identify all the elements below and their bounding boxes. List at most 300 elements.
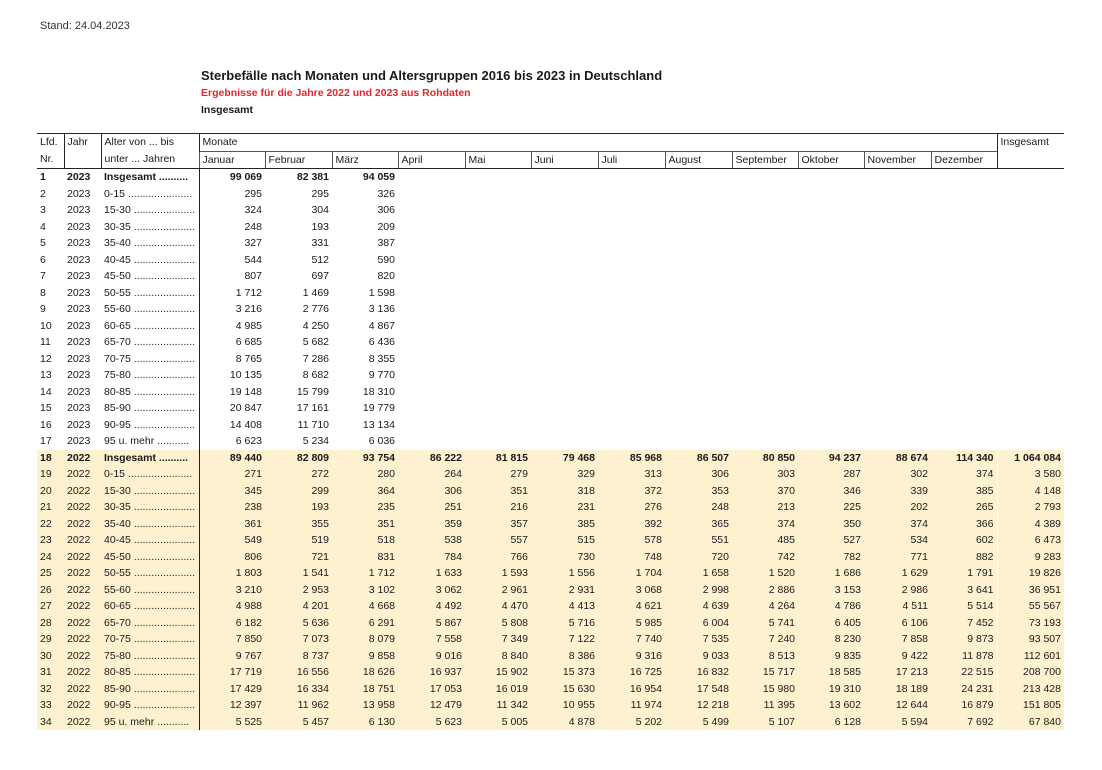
cell-value: 9 316 bbox=[598, 648, 665, 665]
row-year: 2022 bbox=[64, 681, 101, 698]
row-year: 2023 bbox=[67, 319, 91, 332]
cell-total: 9 283 bbox=[997, 549, 1064, 566]
cell-value bbox=[465, 219, 531, 236]
cell-value: 114 340 bbox=[931, 450, 997, 467]
cell-value: 12 644 bbox=[864, 697, 931, 714]
cell-value: 16 937 bbox=[398, 664, 465, 681]
cell-value: 86 222 bbox=[398, 450, 465, 467]
cell-value: 350 bbox=[798, 516, 864, 533]
cell-value: 4 201 bbox=[265, 598, 332, 615]
cell-value: 9 767 bbox=[199, 648, 265, 665]
row-year: 2022 bbox=[64, 697, 101, 714]
cell-total bbox=[997, 433, 1064, 450]
cell-value: 19 148 bbox=[229, 385, 262, 398]
cell-value: 2 886 bbox=[732, 582, 798, 599]
cell-value: 8 513 bbox=[732, 648, 798, 665]
cell-value: 16 334 bbox=[265, 681, 332, 698]
cell-value bbox=[732, 252, 798, 269]
cell-value bbox=[598, 235, 665, 252]
cell-value: 5 594 bbox=[864, 714, 931, 731]
cell-value bbox=[798, 219, 864, 236]
cell-value: 544 bbox=[244, 253, 262, 266]
cell-value bbox=[864, 318, 931, 335]
cell-value: 2 931 bbox=[531, 582, 598, 599]
cell-value: 6 106 bbox=[864, 615, 931, 632]
row-year: 2023 bbox=[67, 286, 91, 299]
table-row bbox=[37, 565, 1064, 582]
cell-value: 557 bbox=[465, 532, 531, 549]
row-number: 3 bbox=[40, 204, 46, 216]
cell-value bbox=[465, 252, 531, 269]
cell-value: 9 770 bbox=[368, 369, 395, 381]
row-age-group: 45-50 ..................... bbox=[101, 549, 199, 566]
cell-value: 276 bbox=[598, 499, 665, 516]
row-year: 2023 bbox=[67, 418, 91, 431]
cell-value bbox=[798, 433, 864, 450]
header-alter: Alter von ... bis bbox=[101, 134, 199, 152]
cell-value: 5 623 bbox=[398, 714, 465, 731]
cell-value bbox=[398, 202, 465, 219]
cell-value: 4 988 bbox=[199, 598, 265, 615]
cell-value bbox=[864, 384, 931, 401]
cell-value: 213 bbox=[732, 499, 798, 516]
cell-value: 7 286 bbox=[302, 352, 329, 365]
cell-value bbox=[864, 433, 931, 450]
row-number: 10 bbox=[40, 319, 52, 332]
cell-value: 16 556 bbox=[265, 664, 332, 681]
row-number: 17 bbox=[40, 435, 52, 447]
row-year: 2023 bbox=[67, 435, 91, 447]
cell-value: 17 053 bbox=[398, 681, 465, 698]
row-number: 14 bbox=[40, 385, 52, 398]
cell-value: 7 740 bbox=[598, 631, 665, 648]
table-row bbox=[37, 186, 1064, 203]
cell-value: 10 135 bbox=[229, 369, 262, 381]
cell-value: 14 408 bbox=[229, 418, 262, 431]
cell-value bbox=[531, 169, 598, 186]
cell-value: 882 bbox=[931, 549, 997, 566]
cell-total: 73 193 bbox=[997, 615, 1064, 632]
cell-total bbox=[997, 268, 1064, 285]
cell-value: 578 bbox=[598, 532, 665, 549]
cell-total: 112 601 bbox=[997, 648, 1064, 665]
cell-value: 6 685 bbox=[235, 336, 262, 348]
header-month: Mai bbox=[465, 151, 531, 169]
table-row bbox=[37, 466, 1064, 483]
cell-total: 208 700 bbox=[997, 664, 1064, 681]
cell-value: 831 bbox=[332, 549, 398, 566]
cell-value: 7 452 bbox=[931, 615, 997, 632]
cell-value: 7 240 bbox=[732, 631, 798, 648]
row-age-group: 45-50 ..................... bbox=[101, 268, 199, 285]
cell-value: 8 737 bbox=[265, 648, 332, 665]
cell-value bbox=[864, 186, 931, 203]
cell-total: 4 389 bbox=[997, 516, 1064, 533]
cell-value: 1 593 bbox=[465, 565, 531, 582]
cell-value bbox=[465, 285, 531, 302]
cell-value: 279 bbox=[465, 466, 531, 483]
row-year: 2023 bbox=[67, 253, 91, 266]
cell-value bbox=[665, 351, 732, 368]
cell-value bbox=[531, 235, 598, 252]
cell-value: 231 bbox=[531, 499, 598, 516]
cell-value: 15 373 bbox=[531, 664, 598, 681]
row-number: 4 bbox=[40, 220, 46, 233]
cell-value: 331 bbox=[311, 237, 329, 249]
cell-value: 4 264 bbox=[732, 598, 798, 615]
table-row bbox=[37, 433, 1064, 450]
cell-value: 11 342 bbox=[465, 697, 531, 714]
row-age-group: 80-85 ..................... bbox=[101, 664, 199, 681]
cell-value bbox=[465, 235, 531, 252]
cell-value: 346 bbox=[798, 483, 864, 500]
cell-value bbox=[732, 433, 798, 450]
cell-value bbox=[665, 252, 732, 269]
cell-total bbox=[997, 367, 1064, 384]
cell-value: 4 470 bbox=[465, 598, 531, 615]
cell-value: 602 bbox=[931, 532, 997, 549]
cell-value bbox=[598, 186, 665, 203]
row-number: 21 bbox=[37, 499, 64, 516]
row-age-group: 35-40 ..................... bbox=[101, 235, 199, 252]
cell-value: 12 218 bbox=[665, 697, 732, 714]
row-year: 2023 bbox=[67, 402, 91, 414]
cell-value bbox=[931, 318, 997, 335]
cell-value: 12 479 bbox=[398, 697, 465, 714]
row-year: 2022 bbox=[64, 598, 101, 615]
cell-value bbox=[665, 384, 732, 401]
cell-value bbox=[864, 219, 931, 236]
cell-value bbox=[732, 417, 798, 434]
row-age-group: 70-75 ..................... bbox=[101, 351, 199, 368]
cell-value: 6 291 bbox=[332, 615, 398, 632]
cell-total bbox=[997, 202, 1064, 219]
cell-value: 18 626 bbox=[332, 664, 398, 681]
cell-value bbox=[931, 219, 997, 236]
cell-value: 1 598 bbox=[368, 286, 395, 299]
cell-value: 1 686 bbox=[798, 565, 864, 582]
row-number: 26 bbox=[37, 582, 64, 599]
cell-value: 534 bbox=[864, 532, 931, 549]
cell-value bbox=[732, 318, 798, 335]
cell-value: 359 bbox=[398, 516, 465, 533]
cell-value bbox=[931, 169, 997, 186]
cell-value: 538 bbox=[398, 532, 465, 549]
cell-value bbox=[931, 417, 997, 434]
cell-total: 67 840 bbox=[997, 714, 1064, 731]
row-year: 2022 bbox=[64, 664, 101, 681]
header-month: Februar bbox=[265, 151, 332, 169]
row-age-group: 15-30 ..................... bbox=[101, 483, 199, 500]
row-year: 2023 bbox=[67, 352, 91, 365]
cell-value: 81 815 bbox=[465, 450, 531, 467]
row-age-group: 55-60 ..................... bbox=[101, 301, 199, 318]
cell-value: 18 189 bbox=[864, 681, 931, 698]
cell-value: 385 bbox=[931, 483, 997, 500]
cell-value: 3 216 bbox=[235, 303, 262, 315]
cell-value: 295 bbox=[311, 187, 329, 200]
cell-value bbox=[398, 334, 465, 351]
cell-value: 1 629 bbox=[864, 565, 931, 582]
table-row bbox=[37, 367, 1064, 384]
cell-value: 2 776 bbox=[302, 303, 329, 315]
table-row bbox=[37, 681, 1064, 698]
cell-value bbox=[598, 252, 665, 269]
row-age-group: 65-70 ..................... bbox=[101, 334, 199, 351]
cell-value: 11 878 bbox=[931, 648, 997, 665]
cell-value: 590 bbox=[377, 253, 395, 266]
cell-value: 5 716 bbox=[531, 615, 598, 632]
row-age-group: 75-80 ..................... bbox=[101, 648, 199, 665]
cell-value bbox=[665, 268, 732, 285]
cell-value: 6 128 bbox=[798, 714, 864, 731]
cell-value bbox=[531, 186, 598, 203]
cell-value: 4 786 bbox=[798, 598, 864, 615]
cell-value bbox=[665, 186, 732, 203]
cell-total bbox=[997, 301, 1064, 318]
row-number: 23 bbox=[37, 532, 64, 549]
page-title: Sterbefälle nach Monaten und Altersgruppen 2016 bis 2023 in Deutschland bbox=[201, 68, 663, 83]
cell-value: 11 395 bbox=[732, 697, 798, 714]
cell-total bbox=[997, 351, 1064, 368]
cell-total: 3 580 bbox=[997, 466, 1064, 483]
cell-value bbox=[931, 301, 997, 318]
cell-value: 329 bbox=[531, 466, 598, 483]
cell-value bbox=[798, 202, 864, 219]
cell-value bbox=[864, 202, 931, 219]
table-row bbox=[37, 582, 1064, 599]
table-row bbox=[37, 615, 1064, 632]
cell-value bbox=[531, 301, 598, 318]
cell-value bbox=[732, 285, 798, 302]
cell-value: 551 bbox=[665, 532, 732, 549]
cell-value: 361 bbox=[199, 516, 265, 533]
row-number: 30 bbox=[37, 648, 64, 665]
cell-value: 15 902 bbox=[465, 664, 531, 681]
table-row bbox=[37, 516, 1064, 533]
cell-value: 742 bbox=[732, 549, 798, 566]
cell-value: 82 809 bbox=[265, 450, 332, 467]
cell-total: 2 793 bbox=[997, 499, 1064, 516]
row-age-group: 15-30 ..................... bbox=[101, 202, 199, 219]
row-age-group: 40-45 ..................... bbox=[101, 532, 199, 549]
cell-value bbox=[598, 202, 665, 219]
table-row bbox=[37, 417, 1064, 434]
cell-total: 93 507 bbox=[997, 631, 1064, 648]
cell-value: 94 237 bbox=[798, 450, 864, 467]
cell-value: 392 bbox=[598, 516, 665, 533]
cell-value: 5 457 bbox=[265, 714, 332, 731]
cell-value: 15 799 bbox=[296, 385, 329, 398]
cell-value: 3 641 bbox=[931, 582, 997, 599]
cell-value: 5 202 bbox=[598, 714, 665, 731]
cell-value bbox=[732, 186, 798, 203]
cell-value: 4 511 bbox=[864, 598, 931, 615]
cell-value bbox=[864, 285, 931, 302]
header-month: Januar bbox=[199, 151, 265, 169]
cell-value: 15 717 bbox=[732, 664, 798, 681]
cell-value: 806 bbox=[199, 549, 265, 566]
cell-value: 365 bbox=[665, 516, 732, 533]
cell-value: 19 310 bbox=[798, 681, 864, 698]
row-number: 19 bbox=[37, 466, 64, 483]
cell-value: 12 397 bbox=[199, 697, 265, 714]
cell-value bbox=[931, 268, 997, 285]
cell-value bbox=[665, 367, 732, 384]
row-year: 2023 bbox=[67, 369, 91, 381]
header-month: Juli bbox=[598, 151, 665, 169]
cell-value bbox=[531, 334, 598, 351]
cell-value bbox=[665, 433, 732, 450]
table-row bbox=[37, 235, 1064, 252]
cell-value: 7 858 bbox=[864, 631, 931, 648]
cell-value bbox=[398, 351, 465, 368]
cell-value bbox=[598, 384, 665, 401]
cell-value: 820 bbox=[377, 270, 395, 282]
cell-value bbox=[398, 186, 465, 203]
cell-value: 99 069 bbox=[199, 169, 265, 186]
cell-value: 265 bbox=[931, 499, 997, 516]
cell-value bbox=[531, 384, 598, 401]
cell-value bbox=[598, 367, 665, 384]
cell-total bbox=[997, 417, 1064, 434]
cell-value: 15 630 bbox=[531, 681, 598, 698]
cell-value bbox=[931, 433, 997, 450]
row-year: 2022 bbox=[64, 714, 101, 731]
cell-value: 82 381 bbox=[265, 169, 332, 186]
cell-total bbox=[997, 219, 1064, 236]
row-age-group: Insgesamt .......... bbox=[101, 450, 199, 467]
cell-value: 771 bbox=[864, 549, 931, 566]
cell-value: 4 621 bbox=[598, 598, 665, 615]
cell-value bbox=[531, 400, 598, 417]
cell-value bbox=[931, 235, 997, 252]
row-year: 2022 bbox=[64, 582, 101, 599]
table-row bbox=[37, 450, 1064, 467]
cell-value bbox=[732, 384, 798, 401]
cell-total: 213 428 bbox=[997, 681, 1064, 698]
cell-value bbox=[398, 318, 465, 335]
cell-value bbox=[398, 268, 465, 285]
cell-value: 2 986 bbox=[864, 582, 931, 599]
row-number: 12 bbox=[40, 352, 52, 365]
cell-value: 4 668 bbox=[332, 598, 398, 615]
cell-value: 374 bbox=[931, 466, 997, 483]
header-month: Oktober bbox=[798, 151, 864, 169]
cell-value: 7 850 bbox=[199, 631, 265, 648]
table-row bbox=[37, 499, 1064, 516]
cell-value: 4 878 bbox=[531, 714, 598, 731]
cell-value: 6 182 bbox=[199, 615, 265, 632]
cell-value: 4 985 bbox=[235, 319, 262, 332]
cell-value bbox=[398, 417, 465, 434]
table-row bbox=[37, 648, 1064, 665]
table-row bbox=[37, 268, 1064, 285]
cell-value bbox=[798, 169, 864, 186]
cell-value: 351 bbox=[465, 483, 531, 500]
cell-value: 1 633 bbox=[398, 565, 465, 582]
cell-total bbox=[997, 169, 1064, 186]
row-age-group: 85-90 ..................... bbox=[101, 400, 199, 417]
row-number: 1 bbox=[37, 169, 64, 186]
row-number: 32 bbox=[37, 681, 64, 698]
row-age-group: 80-85 ..................... bbox=[101, 384, 199, 401]
cell-value: 374 bbox=[864, 516, 931, 533]
cell-value bbox=[665, 400, 732, 417]
row-number: 29 bbox=[37, 631, 64, 648]
cell-value: 13 602 bbox=[798, 697, 864, 714]
cell-value: 387 bbox=[377, 237, 395, 249]
cell-value bbox=[798, 334, 864, 351]
row-year: 2023 bbox=[67, 204, 91, 216]
row-year: 2022 bbox=[64, 532, 101, 549]
table-row bbox=[37, 714, 1064, 731]
row-age-group: 40-45 ..................... bbox=[101, 252, 199, 269]
cell-value: 4 492 bbox=[398, 598, 465, 615]
cell-value: 193 bbox=[265, 499, 332, 516]
cell-value bbox=[598, 219, 665, 236]
table-row bbox=[37, 384, 1064, 401]
cell-value: 17 429 bbox=[199, 681, 265, 698]
cell-value: 6 004 bbox=[665, 615, 732, 632]
cell-value: 88 674 bbox=[864, 450, 931, 467]
row-age-group: 90-95 ..................... bbox=[101, 417, 199, 434]
row-year: 2023 bbox=[67, 303, 91, 315]
table-row bbox=[37, 334, 1064, 351]
header-alter-unit: unter ... Jahren bbox=[101, 151, 199, 169]
row-year: 2022 bbox=[64, 466, 101, 483]
row-year: 2023 bbox=[67, 237, 91, 249]
cell-total bbox=[997, 186, 1064, 203]
cell-value: 8 682 bbox=[302, 369, 329, 381]
cell-value: 2 953 bbox=[265, 582, 332, 599]
row-age-group: 55-60 ..................... bbox=[101, 582, 199, 599]
cell-value: 238 bbox=[199, 499, 265, 516]
table-row bbox=[37, 549, 1064, 566]
cell-value: 784 bbox=[398, 549, 465, 566]
cell-value: 7 535 bbox=[665, 631, 732, 648]
cell-value: 299 bbox=[265, 483, 332, 500]
cell-value bbox=[732, 169, 798, 186]
cell-value: 17 548 bbox=[665, 681, 732, 698]
cell-value bbox=[798, 235, 864, 252]
cell-value bbox=[398, 433, 465, 450]
cell-value: 306 bbox=[377, 204, 395, 216]
header-insgesamt: Insgesamt bbox=[997, 134, 1064, 169]
header-monate: Monate bbox=[199, 134, 997, 152]
cell-value: 8 355 bbox=[368, 352, 395, 365]
cell-value: 766 bbox=[465, 549, 531, 566]
cell-value bbox=[798, 417, 864, 434]
cell-value: 8 765 bbox=[235, 352, 262, 365]
cell-value: 4 250 bbox=[302, 319, 329, 332]
cell-value: 22 515 bbox=[931, 664, 997, 681]
cell-value: 518 bbox=[332, 532, 398, 549]
table-row bbox=[37, 664, 1064, 681]
row-age-group: 70-75 ..................... bbox=[101, 631, 199, 648]
row-number: 25 bbox=[37, 565, 64, 582]
table-row bbox=[37, 400, 1064, 417]
cell-value: 17 719 bbox=[199, 664, 265, 681]
cell-value: 93 754 bbox=[332, 450, 398, 467]
row-number: 22 bbox=[37, 516, 64, 533]
cell-value: 8 386 bbox=[531, 648, 598, 665]
cell-value: 9 422 bbox=[864, 648, 931, 665]
cell-value: 2 961 bbox=[465, 582, 531, 599]
cell-value bbox=[398, 367, 465, 384]
cell-value bbox=[732, 400, 798, 417]
table-row bbox=[37, 285, 1064, 302]
